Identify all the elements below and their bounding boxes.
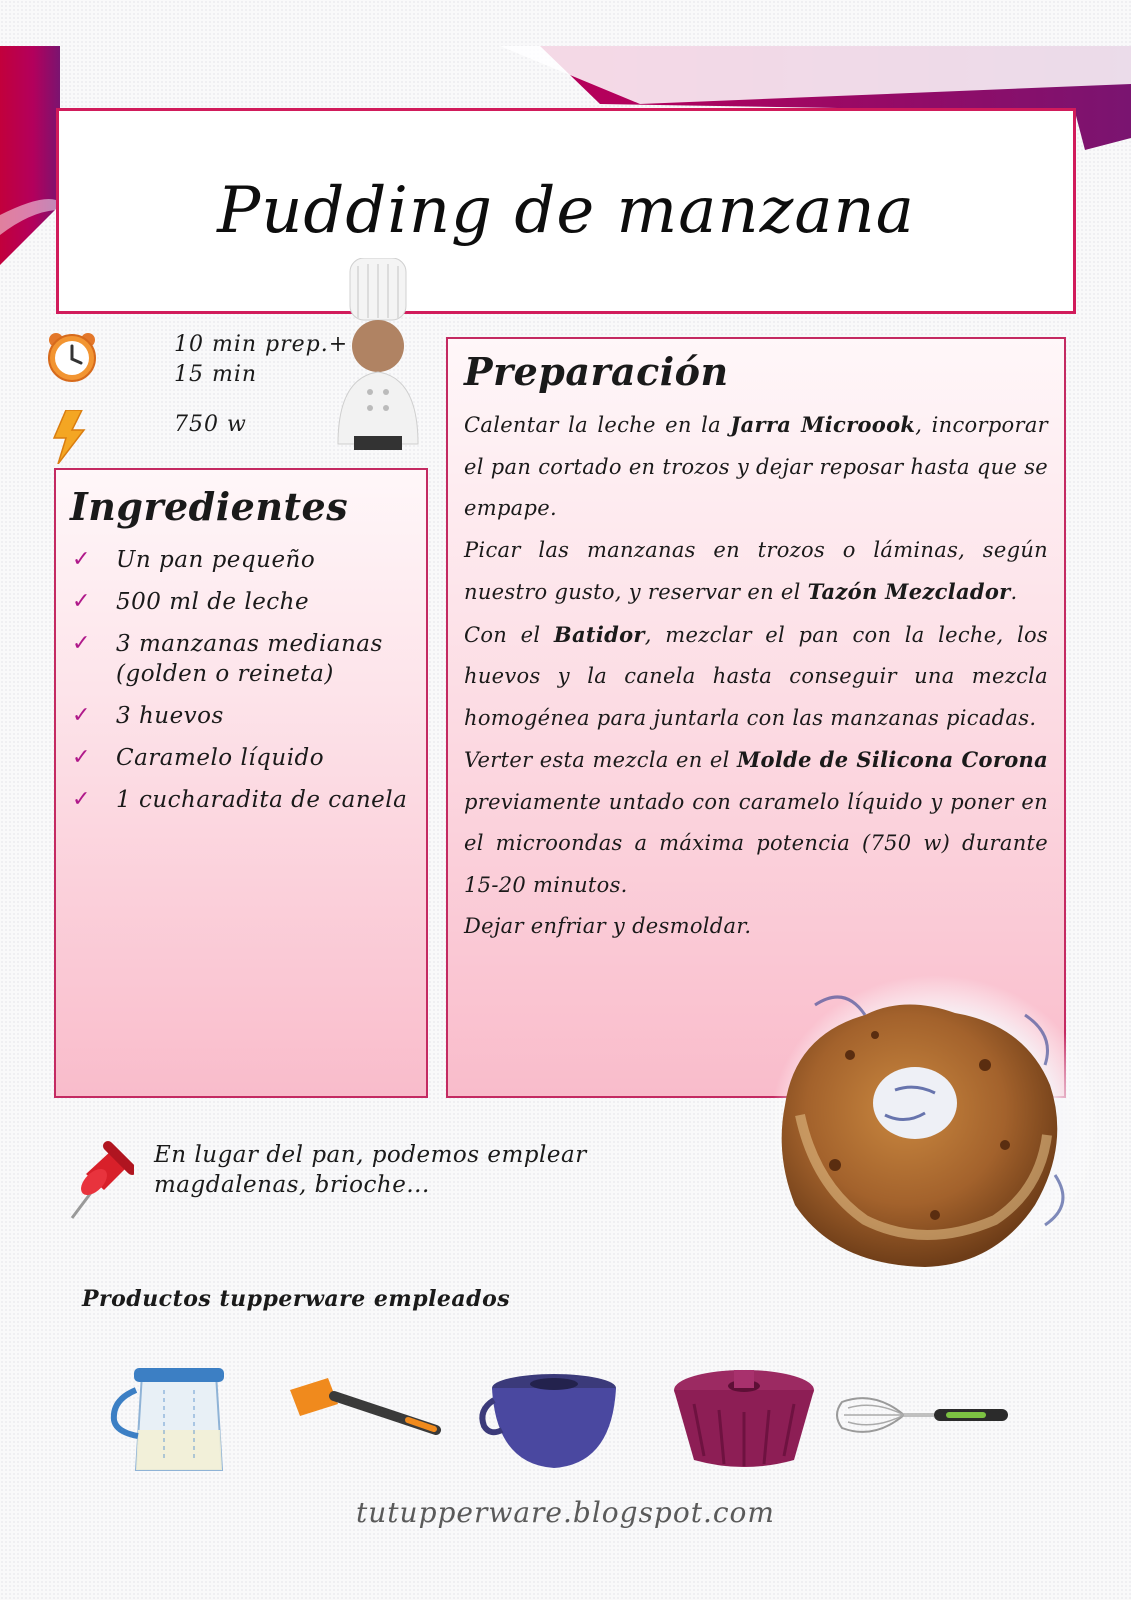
mixing-bowl-icon — [474, 1360, 624, 1476]
checkmark-icon: ✓ — [72, 745, 91, 770]
ingredient-text: 500 ml de leche — [116, 589, 310, 615]
time-text: 10 min prep.+ 15 min — [174, 332, 349, 387]
ingredient-item — [72, 629, 410, 689]
power-text: 750 w — [174, 412, 247, 437]
preparation-paragraph — [464, 614, 1048, 740]
title-box — [56, 108, 1076, 314]
product-name: Molde de Silicona Corona — [737, 747, 1048, 772]
preparation-segment: . — [1010, 580, 1018, 604]
preparation-text — [464, 404, 1048, 948]
product-name: Batidor — [553, 621, 645, 647]
ingredient-item — [72, 587, 410, 617]
preparation-heading: Preparación — [464, 349, 729, 394]
checkmark-icon: ✓ — [72, 589, 91, 614]
preparation-segment: Picar las manzanas en trozos o láminas, según nuestro gusto, y reservar en el — [464, 537, 1048, 604]
preparation-paragraph — [464, 404, 1048, 530]
page-title: Pudding de manzana — [217, 174, 915, 248]
footer-url: tutupperware.blogspot.com — [356, 1496, 775, 1529]
time-info — [44, 330, 374, 390]
preparation-paragraph — [464, 530, 1048, 614]
product-name: Jarra Microook — [730, 412, 916, 437]
ingredient-text: 1 cucharadita de canela — [116, 787, 408, 813]
whisk-icon — [834, 1390, 1014, 1440]
ingredient-item — [72, 785, 410, 815]
preparation-segment: Dejar enfriar y desmoldar. — [464, 914, 752, 938]
ingredient-text: 3 huevos — [116, 703, 224, 729]
preparation-segment: Verter esta mezcla en el — [464, 748, 737, 772]
checkmark-icon: ✓ — [72, 787, 91, 812]
spatula-icon — [284, 1370, 444, 1450]
measuring-jug-icon — [104, 1360, 254, 1476]
checkmark-icon: ✓ — [72, 703, 91, 728]
preparation-segment: , mezclar el pan con la leche, los huevos y la canela hasta conseguir una mezcla homogénea para juntarla con las manzanas picadas. — [464, 622, 1048, 730]
preparation-segment: previamente untado con caramelo líquido y poner en el microondas a máxima potencia (750 w) durante 15-20 minutos. — [464, 789, 1048, 897]
alarm-clock-icon — [44, 330, 108, 384]
preparation-segment: Calentar la leche en la — [464, 413, 731, 437]
pudding-photo — [755, 975, 1100, 1290]
ingredient-item — [72, 545, 410, 575]
preparation-segment: Con el — [464, 622, 554, 647]
ingredient-item — [72, 743, 410, 773]
checkmark-icon: ✓ — [72, 631, 91, 656]
ingredient-item — [72, 701, 410, 731]
lightning-bolt-icon — [44, 410, 108, 464]
power-info — [44, 410, 247, 464]
silicone-crown-mold-icon — [664, 1360, 824, 1476]
tip-text: En lugar del pan, podemos emplear magdalenas, brioche... — [154, 1142, 587, 1198]
ingredients-list — [72, 545, 410, 815]
preparation-paragraph — [464, 906, 1048, 948]
checkmark-icon: ✓ — [72, 547, 91, 572]
tip-note — [66, 1140, 654, 1220]
product-name: Tazón Mezclador — [807, 579, 1011, 604]
push-pin-icon — [66, 1140, 134, 1220]
preparation-paragraph — [464, 739, 1048, 906]
chef-icon — [334, 258, 424, 454]
ingredient-text: Un pan pequeño — [116, 547, 316, 573]
products-heading: Productos tupperware empleados — [82, 1286, 511, 1312]
products-strip — [104, 1360, 1034, 1480]
ingredients-card — [54, 468, 428, 1098]
ingredient-text: Caramelo líquido — [116, 745, 325, 771]
ingredients-heading: Ingredientes — [70, 484, 349, 529]
preparation-segment: , incorporar el pan cortado en trozos y dejar reposar hasta que se empape. — [464, 413, 1048, 520]
ingredient-text: 3 manzanas medianas (golden o reineta) — [116, 631, 383, 687]
